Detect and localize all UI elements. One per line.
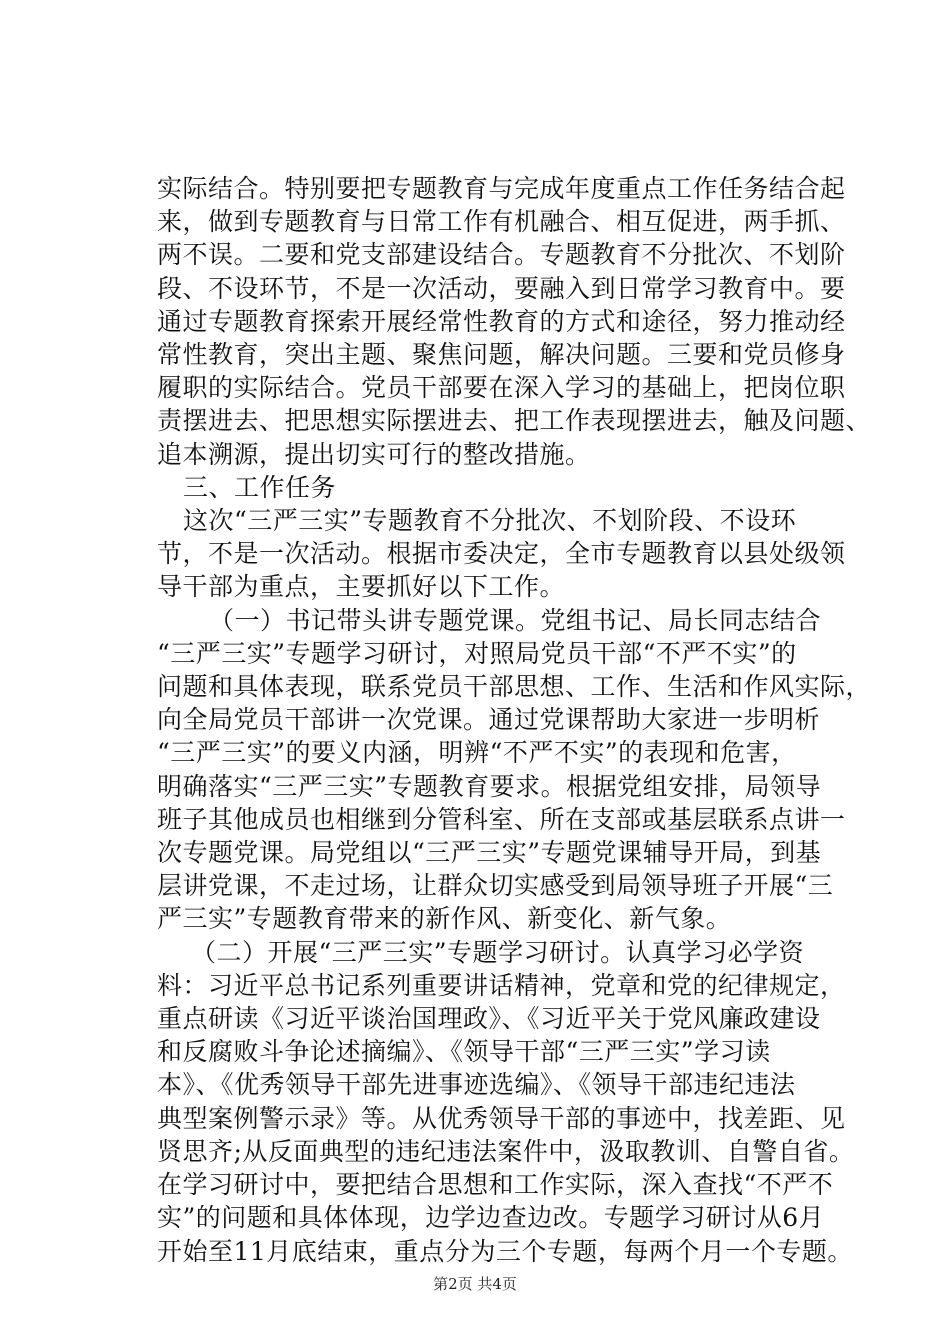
page-number: 第2页 共4页 <box>433 1275 517 1293</box>
text-line: 责摆进去、把思想实际摆进去、把工作表现摆进去，触及问题、 <box>157 406 872 436</box>
text-line: “三严三实”的要义内涵，明辨“不严不实”的表现和危害， <box>157 738 797 768</box>
text-line: 班子其他成员也相继到分管科室、所在支部或基层联系点讲一 <box>157 804 846 834</box>
text-line: 层讲党课，不走过场，让群众切实感受到局领导班子开展“三 <box>157 871 834 901</box>
text-line: 严三实”专题教育带来的新作风、新变化、新气象。 <box>157 904 732 934</box>
subsection-heading: （一）书记带头讲专题党课。党组书记、局长同志结合 <box>209 605 822 635</box>
section-heading: 三、工作任务 <box>183 472 337 502</box>
text-line: 贤思齐;从反面典型的违纪违法案件中，汲取教训、自警自省。 <box>157 1136 855 1166</box>
text-line: 导干部为重点，主要抓好以下工作。 <box>157 572 566 602</box>
text-line: “三严三实”专题学习研讨，对照局党员干部“不严不实”的 <box>157 638 797 668</box>
text-line: 在学习研讨中，要把结合思想和工作实际，深入查找“不严不 <box>157 1170 834 1200</box>
text-line: 明确落实“三严三实”专题教育要求。根据党组安排，局领导 <box>157 771 822 801</box>
text-line: 通过专题教育探索开展经常性教育的方式和途径，努力推动经 <box>157 306 846 336</box>
text-line: 和反腐败斗争论述摘编》、《领导干部“三严三实”学习读 <box>157 1037 771 1067</box>
text-line: 履职的实际结合。党员干部要在深入学习的基础上，把岗位职 <box>157 373 846 403</box>
text-line: 典型案例警示录》等。从优秀领导干部的事迹中，找差距、见 <box>157 1103 846 1133</box>
text-line: 节，不是一次活动。根据市委决定，全市专题教育以县处级领 <box>157 539 846 569</box>
text-line: 实际结合。特别要把专题教育与完成年度重点工作任务结合起 <box>157 174 846 203</box>
text-line: 问题和具体表现，联系党员干部思想、工作、生活和作风实际， <box>157 672 872 702</box>
text-line: 重点研读《习近平谈治国理政》、《习近平关于党风廉政建设 <box>157 1004 821 1034</box>
text-line: 两不误。二要和党支部建设结合。专题教育不分批次、不划阶 <box>157 240 846 270</box>
text-line: 实”的问题和具体体现，边学边查边改。专题学习研讨从6月 <box>157 1203 825 1233</box>
page-footer <box>0 1273 950 1294</box>
text-line: 本》、《优秀领导干部先进事迹选编》、《领导干部违纪违法 <box>157 1070 796 1100</box>
text-line: 这次“三严三实”专题教育不分批次、不划阶段、不设环 <box>183 506 797 536</box>
text-line: 料：习近平总书记系列重要讲话精神，党章和党的纪律规定， <box>157 970 846 1000</box>
subsection-heading: （二）开展“三严三实”专题学习研讨。认真学习必学资 <box>191 937 805 967</box>
text-line: 追本溯源，提出切实可行的整改措施。 <box>157 439 591 469</box>
text-line: 来，做到专题教育与日常工作有机融合、相互促进，两手抓、 <box>157 207 846 237</box>
text-line: 段、不设环节，不是一次活动，要融入到日常学习教育中。要 <box>157 273 846 303</box>
text-line: 次专题党课。局党组以“三严三实”专题党课辅导开局，到基 <box>157 838 822 868</box>
body-text <box>157 172 872 1268</box>
text-line: 常性教育，突出主题、聚焦问题，解决问题。三要和党员修身 <box>157 340 846 370</box>
text-line: 开始至11月底结束，重点分为三个专题，每两个月一个专题。 <box>157 1236 853 1266</box>
text-line: 向全局党员干部讲一次党课。通过党课帮助大家进一步明析 <box>157 705 821 735</box>
